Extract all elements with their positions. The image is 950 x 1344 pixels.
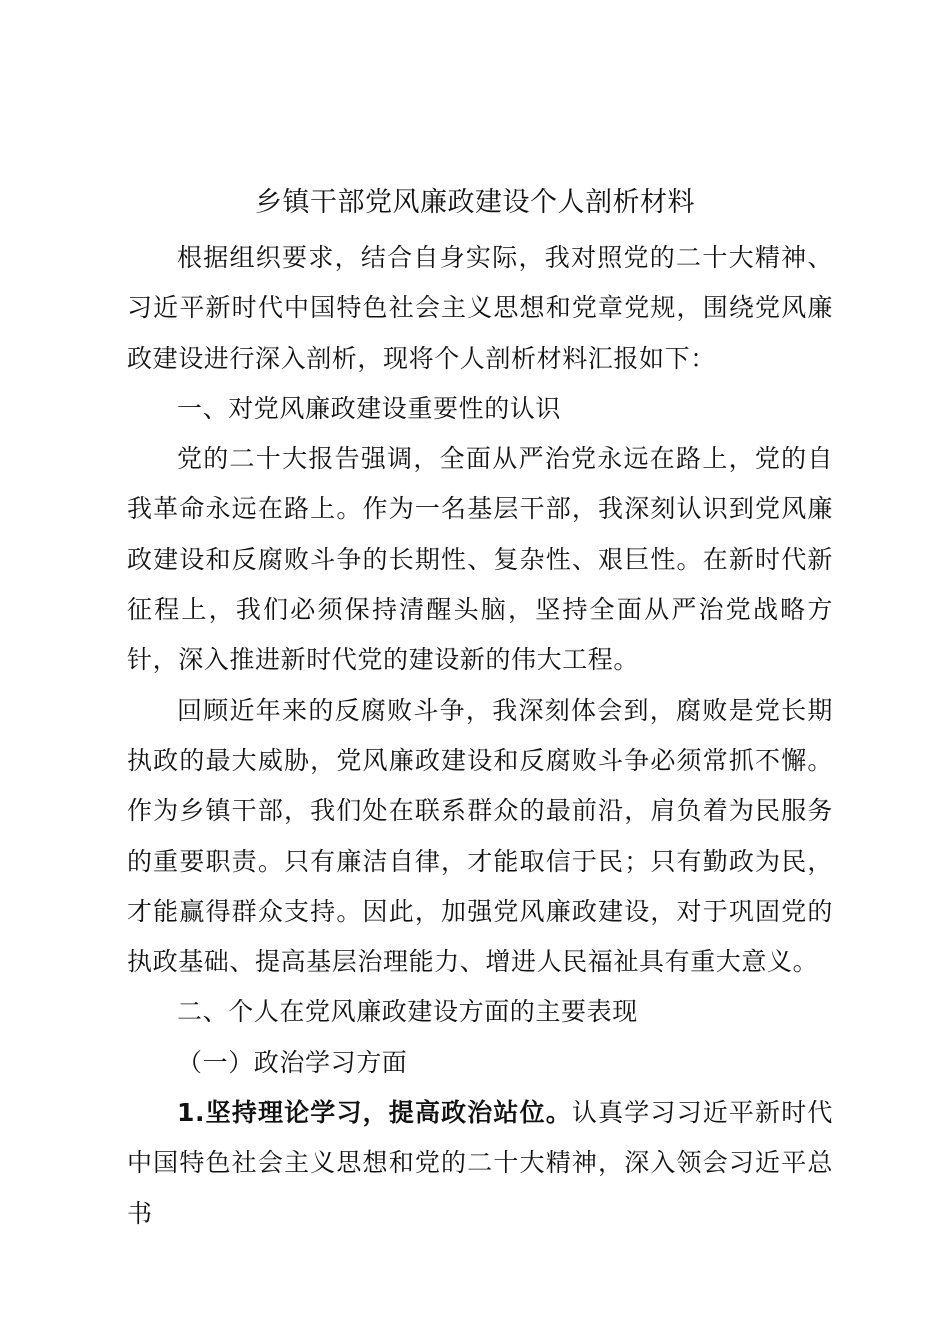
document-body [127, 233, 833, 1239]
item-1-lead: 1.坚持理论学习，提高政治站位。 [177, 1098, 572, 1128]
item-1-text: 认真学习习近平新时代中国特色社会主义思想和党的二十大精神，深入领会习近平总书 [127, 1098, 833, 1228]
intro-paragraph: 根据组织要求，结合自身实际，我对照党的二十大精神、习近平新时代中国特色社会主义思想和党章党规，围绕党风廉政建设进行深入剖析，现将个人剖析材料汇报如下： [127, 243, 833, 373]
section-1-heading: 一、对党风廉政建设重要性的认识 [177, 393, 562, 423]
section-1-paragraph-2: 回顾近年来的反腐败斗争，我深刻体会到，腐败是党长期执政的最大威胁，党风廉政建设和反腐败斗争必须常抓不懈。作为乡镇干部，我们处在联系群众的最前沿，肩负着为民服务的重要职责。只有廉洁自律，才能取信于民；只有勤政为民，才能赢得群众支持。因此，加强党风廉政建设，对于巩固党的执政基础、提高基层治理能力、增进人民福祉具有重大意义。 [127, 695, 833, 977]
item-1-paragraph [127, 1088, 833, 1239]
section-1-paragraph-1: 党的二十大报告强调，全面从严治党永远在路上，党的自我革命永远在路上。作为一名基层干部，我深刻认识到党风廉政建设和反腐败斗争的长期性、复杂性、艰巨性。在新时代新征程上，我们必须保持清醒头脑，坚持全面从严治党战略方针，深入推进新时代党的建设新的伟大工程。 [127, 444, 833, 675]
document-title: 乡镇干部党风廉政建设个人剖析材料 [255, 187, 695, 218]
subsection-1-heading: （一）政治学习方面 [177, 1047, 408, 1077]
section-2-heading: 二、个人在党风廉政建设方面的主要表现 [177, 997, 638, 1027]
